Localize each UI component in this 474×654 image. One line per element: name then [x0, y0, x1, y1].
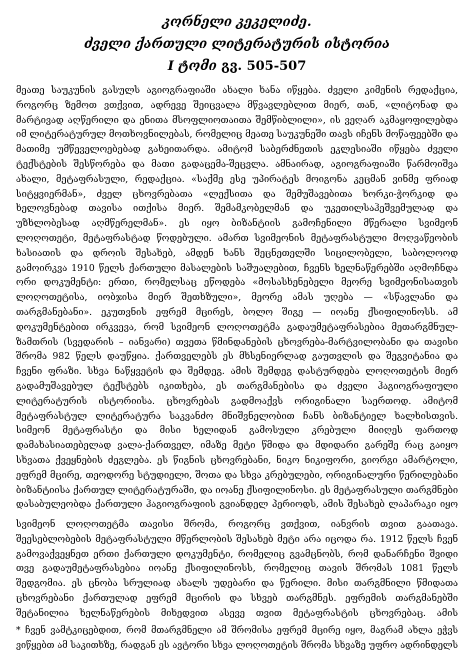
volume-info	[16, 58, 458, 76]
volume-label: I ტომი	[167, 59, 217, 74]
document-body	[16, 84, 458, 654]
footnote: * ჩვენ ვამტკიცებდით, რომ მთარგმნელი ამ შრომისა ეფრემ მცირე იყო, მაგრამ ახლა ეჭვს ვიწყებთ ამ საკითხზე, რადგან ეს ავტორი სხვა ლოღოთეტის შრომა სხვაზე უფრო ადრინდელს	[16, 626, 458, 651]
volume-pages: გვ. 505-507	[221, 59, 307, 74]
paragraph: მეათე საუკუნის გასულს აგიოგრაფიაში ახალი ხანა იწყება. ძველი კიმენის რედაქცია, როგორც ზემოთ ვთქვით, ადრევე შეიცვალა მწვავლებლით მიერ, თან, «ლიტონად და მარტივად აღწერილი და ენითა მსოფლიოთაითა შემწიბლილი», ის ვეღარ აკმაყოფილებდა იმ ლიტერატურულ მოთხოვნილებას, რომელიც მეათე საუკუნეში თავს იჩენს მოწაფეებში და მათიმე უმწეველოებებად გახეითარდა. ამიტომ საბერძნეთის ეკლესიაში იწყება ძველი ტექსტების შესწორება და მათი გადაცემა-შეცვლა. ამნაირად, აგიოგრაფიაში წარმოიშვა ახალი, მეტაფრასული, რედაქცია. «საქმე ესე უპირატეს მოიგონა კეცმან ვინმე ფრიად სიტყვიერმან», ძველ ცხოვრებათა «ლექსითა და შემუშავებითა ხორკი-ჭორკიდ და ხელოვნებად თავისა ითქისა მიერ. შემამკობელმან და უკეთილსაჰეშვემულად და უზხლობესად აღმწერელმან». ეს იყო ბიზანტიის გამოჩენილი მწერალი სვიმეონ ლოღოთეტი, მეტაფრასტად წოდებული. ამართ სვიმეონის მეტაფრასტული მოღვაწეობის ხასიათის და დროის შესახებ, ამდენ ხანს შეცნეთელში სიცილობელი, საბოლოოდ გამოირკვა 1910 წელს ქართული მასალების საშუალებით, ჩვენს ხელნაწერებში აღმოჩნდა ორი დოკუმენტი: ერთი, რომელსაც ეწოდება «მოსასხენებელი მეორე სვიმეონისათვის ლოღოთეტისა, იობჯისა მიერ შეთხზული», მეორე ამას უღება — «სწავლანი და თარგმანებანი». ეკუთვნის ეფრემ მცირეს, ბოლო შიგე — იოანე ქსიფილინოსს. ამ დოკუმენტებით ირკვევა, რომ სვიმეონ ლოღოთეტმა გადაუმეტაფრასებია მეთარგმნულ-ზამთრის (სვედარის – იანვარი) თვეთა წმინდანების ცხოვრება-მარტვილობანი და თავისი შრომა 982 წელს დაუწყია. ქართველებს ეს მხსენიერლად გაუთვლის და შეგვიტანია და ჩვენი ფრაზი. სხვა ნაწყვეტის და შემდეგ. ამის შემდეგ დასტურდება ლოღოთეტის მიერ გადამუშავებულ ტექსტებს იკითხება, ეს თარგმანებისა და ძველი ჰაგიოგრაფიული ლიტერატურის ისტორიისა. ცხოვრებას გადმოაქვს ორიგინალი საერთოდ. ამიტომ მეტაფრასტულ ლიტერატურა საკვანძო მნიშვნელობით ჩანს ბიზანტიელ ხალხისთვის. სიმეონ მეტაფრასტი და მისი ხელიდან გამოსული კრებული მიიღეს ფართოდ დამახასიათებელად ვალა-ქართველ, იმაზე მეტი წმიდა და მდიდარი გარეშე რაც გაიყო სხვათა ქვეყნების ძეგლება. ეს წიგნის ცხოვრებანი, ნიკო ნიკიფორი, გიორგი ამარტოლი, ეფრემ მცირე, თეოდორე სტუდიელი, შოთა და სხვა კრებულები, ორიგინალური წერილებანი ბიზანტიისა ქართულ ლიტერატურაში, და იოანე ქსიფილინოსი. ეს მეტაფრასული თარგმნები დასაბულეობდა ქართული ჰაგიოგრაფიის გვიანდელ პერიოდს, ამის შესახებ ლაპარაკი იყო	[16, 85, 458, 511]
paragraph: სვიმეონ ლოღოთეტმა თავისი შრომა, როგორც ვთქვით, იანვრის თვით გაათავა. შეესებლობების მეტაფრასტული მწერლობის შესახებ მეტი არა იცოდა რა. 1912 წელს ჩვენ გამოვაქვეყნეთ ერთი ქართული დოკუმენტი, რომელიც გვამცნობს, რომ დანარჩენი შვიდი თვე გადაუმეტაფრასებია იოანე ქსიფილინოსს, რომელიც თავის შრომას 1081 წელს შედგომია. ეს ცნობა სრულიად ახალს უდებარი და წერილი. მისი თარგმნილი წმიდათა ცხოვრებანი ქართულად ეფრემ მცირის და სხვებ თარგმნეს. ეფრემის თარგმანებში შეტანილია ხელნაწერების მიხედვით ასევე თვით მეტაფრასტის ცხოვრებაც. ამის	[16, 519, 458, 618]
document-header	[16, 14, 458, 76]
author-name: კორნელი კეკელიძე.	[162, 15, 312, 30]
document-title: ძველი ქართული ლიტერატურის ისტორია	[84, 37, 390, 52]
